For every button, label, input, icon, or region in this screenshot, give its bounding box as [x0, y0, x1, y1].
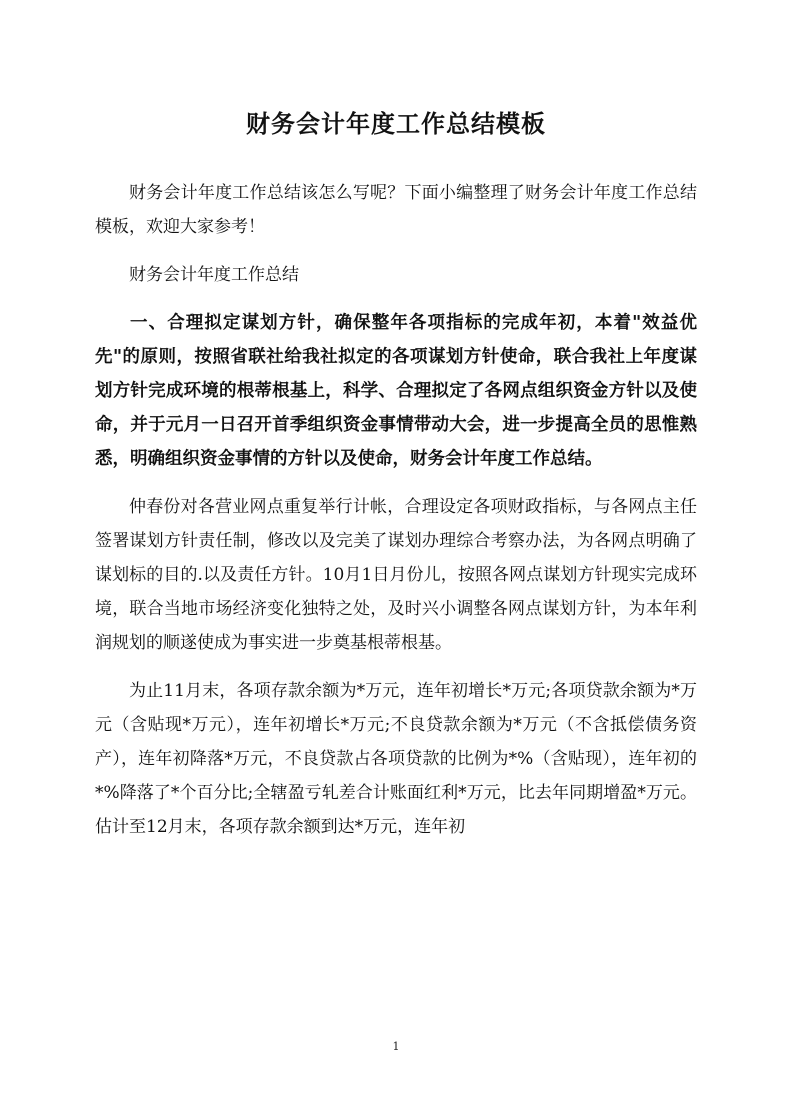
- document-title: 财务会计年度工作总结模板: [246, 110, 546, 138]
- body-paragraph: 为止11月末，各项存款余额为*万元，连年初增长*万元;各项贷款余额为*万元（含贴现*万元），连年初增长*万元;不良贷款余额为*万元（不含抵偿债务资产），连年初降落*万元，不良贷款占各项贷款的比例为*%（含贴现），连年初的*%降落了*个百分比;全辖盈亏轧差合计账面红利*万元，比去年同期增盈*万元。估计至12月末，各项存款余额到达*万元，连年初: [95, 681, 697, 837]
- page-number: 1: [392, 1040, 400, 1053]
- document-body: [95, 176, 697, 858]
- bold-heading-paragraph: 一、合理拟定谋划方针，确保整年各项指标的完成年初，本着"效益优先"的原则，按照省联社给我社拟定的各项谋划方针使命，联合我社上年度谋划方针完成环境的根蒂根基上，科学、合理拟定了各网点组织资金方针以及使命，并于元月一日召开首季组织资金事情带动大会，进一步提高全员的思惟熟悉，明确组织资金事情的方针以及使命，财务会计年度工作总结。: [95, 313, 697, 469]
- section-subtitle: 财务会计年度工作总结: [129, 265, 299, 285]
- body-paragraph: 仲春份对各营业网点重复举行计帐，合理设定各项财政指标，与各网点主任签署谋划方针责任制，修改以及完美了谋划办理综合考察办法，为各网点明确了谋划标的目的.以及责任方针。10月1日月份儿，按照各网点谋划方针现实完成环境，联合当地市场经济变化独特之处，及时兴小调整各网点谋划方针，为本年利润规划的顺遂使成为事实进一步奠基根蒂根基。: [95, 497, 697, 653]
- intro-paragraph: 财务会计年度工作总结该怎么写呢？下面小编整理了财务会计年度工作总结模板，欢迎大家参考！: [95, 183, 697, 237]
